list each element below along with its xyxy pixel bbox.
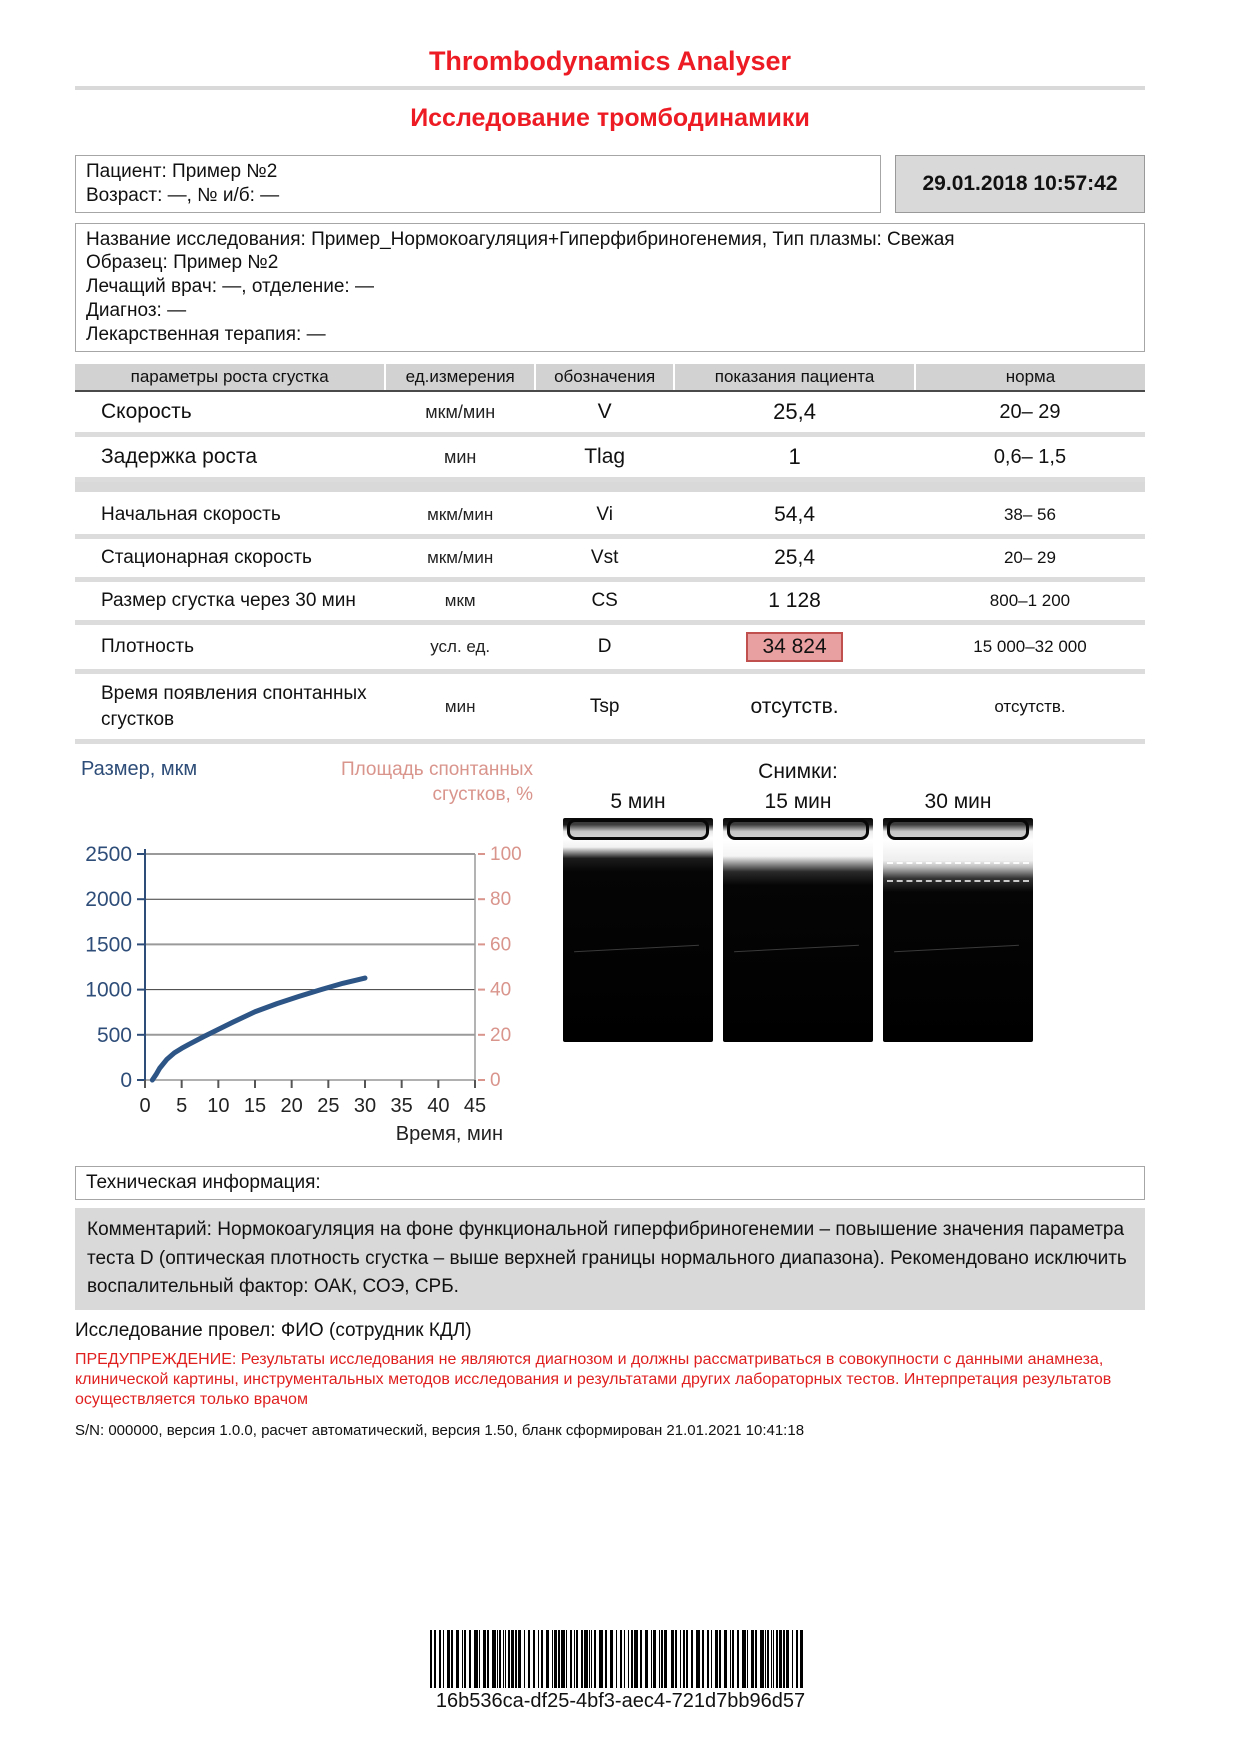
svg-text:60: 60 [490, 934, 512, 956]
param-value: 1 [674, 435, 915, 480]
param-symbol: D [535, 623, 674, 672]
study-name-line: Название исследования: Пример_Нормокоагуляция+Гиперфибриногенемия, Тип плазмы: Свежая [86, 228, 955, 250]
technical-info-title: Техническая информация: [75, 1166, 1145, 1200]
param-unit: мин [385, 672, 535, 742]
group-separator [75, 480, 1145, 495]
clot-growth-chart [75, 758, 551, 1144]
param-name: Задержка роста [75, 435, 385, 480]
param-symbol: Vi [535, 494, 674, 537]
serial-version-line: S/N: 000000, версия 1.0.0, расчет автоматический, версия 1.50, бланк сформирован 21.01.2021 10:41:18 [75, 1421, 805, 1439]
svg-text:45: 45 [463, 1095, 487, 1118]
param-norm: 38– 56 [915, 494, 1145, 537]
table-row [75, 672, 1145, 742]
chart-axis-titles [75, 758, 551, 812]
svg-text:Время, мин: Время, мин [395, 1123, 503, 1145]
svg-text:30: 30 [353, 1095, 377, 1118]
snapshot-label-15min: 15 мин [764, 790, 832, 814]
svg-text:100: 100 [490, 844, 522, 866]
study-sample-line: Образец: Пример №2 [86, 252, 279, 274]
param-name: Время появления спонтанных сгустков [75, 672, 385, 742]
study-info-box [75, 223, 1145, 353]
param-norm: 20– 29 [915, 391, 1145, 435]
patient-info-box [75, 155, 881, 213]
snapshot-image-30min [883, 818, 1033, 1042]
svg-text:20: 20 [490, 1025, 512, 1047]
param-value [674, 623, 915, 672]
table-row [75, 391, 1145, 435]
svg-text:500: 500 [96, 1024, 132, 1048]
table-row [75, 580, 1145, 623]
param-value: 1 128 [674, 580, 915, 623]
param-unit: мкм/мин [385, 391, 535, 435]
barcode-block [0, 1630, 1241, 1713]
col-header-symbol: обозначения [535, 364, 674, 391]
param-value: 25,4 [674, 391, 915, 435]
param-symbol: V [535, 391, 674, 435]
param-value: 54,4 [674, 494, 915, 537]
svg-text:25: 25 [317, 1095, 340, 1118]
right-axis-title: Площадь спонтанных сгустков, % [340, 759, 533, 806]
param-norm: 20– 29 [915, 537, 1145, 580]
barcode-image [430, 1630, 812, 1688]
snapshot-image-5min [563, 818, 713, 1042]
svg-text:40: 40 [427, 1095, 450, 1118]
chart-and-snapshots-row [75, 758, 1145, 1144]
param-name: Начальная скорость [75, 494, 385, 537]
table-row [75, 537, 1145, 580]
chart-canvas [75, 812, 551, 1144]
param-unit: мкм/мин [385, 494, 535, 537]
svg-text:80: 80 [490, 889, 512, 911]
param-unit: усл. ед. [385, 623, 535, 672]
left-axis-title: Размер, мкм [81, 758, 198, 781]
svg-text:2500: 2500 [85, 843, 132, 867]
table-row [75, 494, 1145, 537]
clot-boundary-dashed-line [887, 862, 1029, 864]
table-row [75, 623, 1145, 672]
app-title: Thrombodynamics Analyser [428, 46, 792, 76]
col-header-patient-values: показания пациента [674, 364, 915, 391]
snapshots-title: Снимки: [758, 760, 838, 784]
patient-age-line: Возраст: —, № и/б: — [86, 184, 280, 206]
snapshot-label-5min: 5 мин [610, 790, 666, 814]
param-unit: мкм/мин [385, 537, 535, 580]
report-title: Исследование тромбодинамики [410, 104, 810, 132]
param-name: Размер сгустка через 30 мин [75, 580, 385, 623]
comment-box: Комментарий: Нормокоагуляция на фоне функциональной гиперфибриногенемии – повышение значения параметра теста D (оптическая плотность сгустка – выше верхней границы нормального диапазона). Рекомендовано исключить воспалительный фактор: ОАК, СОЭ, СРБ. [75, 1208, 1145, 1310]
svg-text:1500: 1500 [85, 933, 132, 957]
col-header-norm: норма [915, 364, 1145, 391]
header-divider [75, 86, 1145, 90]
clot-boundary-dashed-line [887, 880, 1029, 882]
study-therapy-line: Лекарственная терапия: — [86, 324, 326, 346]
col-header-units: ед.измерения [385, 364, 535, 391]
performed-by-line: Исследование провел: ФИО (сотрудник КДЛ) [75, 1319, 472, 1341]
param-norm: отсутств. [915, 672, 1145, 742]
svg-text:20: 20 [280, 1095, 303, 1118]
svg-text:35: 35 [390, 1095, 413, 1118]
parameters-table-header [75, 364, 1145, 391]
param-symbol: Tlag [535, 435, 674, 480]
svg-text:40: 40 [490, 980, 512, 1002]
snapshots-section [551, 758, 1145, 1144]
report-datetime: 29.01.2018 10:57:42 [895, 155, 1145, 213]
param-norm: 800–1 200 [915, 580, 1145, 623]
param-name: Скорость [75, 391, 385, 435]
param-symbol: CS [535, 580, 674, 623]
col-header-parameter: параметры роста сгустка [75, 364, 385, 391]
snapshot-images [563, 818, 1145, 1042]
param-symbol: Tsp [535, 672, 674, 742]
param-name: Стационарная скорость [75, 537, 385, 580]
param-unit: мкм [385, 580, 535, 623]
study-doctor-line: Лечащий врач: —, отделение: — [86, 276, 374, 298]
patient-name-line: Пациент: Пример №2 [86, 161, 278, 182]
barcode-value: 16b536ca-df25-4bf3-aec4-721d7bb96d57 [435, 1690, 806, 1712]
svg-text:10: 10 [207, 1095, 230, 1118]
patient-header-row [75, 155, 1145, 213]
param-unit: мин [385, 435, 535, 480]
param-norm: 0,6– 1,5 [915, 435, 1145, 480]
study-diagnosis-line: Диагноз: — [86, 300, 187, 322]
svg-text:0: 0 [490, 1070, 501, 1092]
snapshot-labels [563, 790, 1145, 814]
out-of-range-value: 34 824 [746, 632, 842, 662]
table-row [75, 435, 1145, 480]
param-norm: 15 000–32 000 [915, 623, 1145, 672]
svg-text:2000: 2000 [85, 888, 132, 912]
param-value: отсутств. [674, 672, 915, 742]
parameters-table [75, 364, 1145, 744]
svg-text:1000: 1000 [85, 979, 132, 1003]
param-symbol: Vst [535, 537, 674, 580]
param-name: Плотность [75, 623, 385, 672]
warning-text: ПРЕДУПРЕЖДЕНИЕ: Результаты исследования не являются диагнозом и должны рассматриваться в совокупности с данными анамнеза, клинической картины, инструментальных методов исследования и результатами других лабораторных тестов. Интерпретация результатов осуществляется только врачом [75, 1350, 1112, 1408]
snapshot-image-15min [723, 818, 873, 1042]
svg-text:15: 15 [243, 1095, 267, 1118]
snapshot-label-30min: 30 мин [924, 790, 992, 814]
svg-text:0: 0 [120, 1069, 132, 1093]
svg-text:5: 5 [176, 1095, 188, 1118]
param-value: 25,4 [674, 537, 915, 580]
svg-text:0: 0 [139, 1095, 151, 1118]
